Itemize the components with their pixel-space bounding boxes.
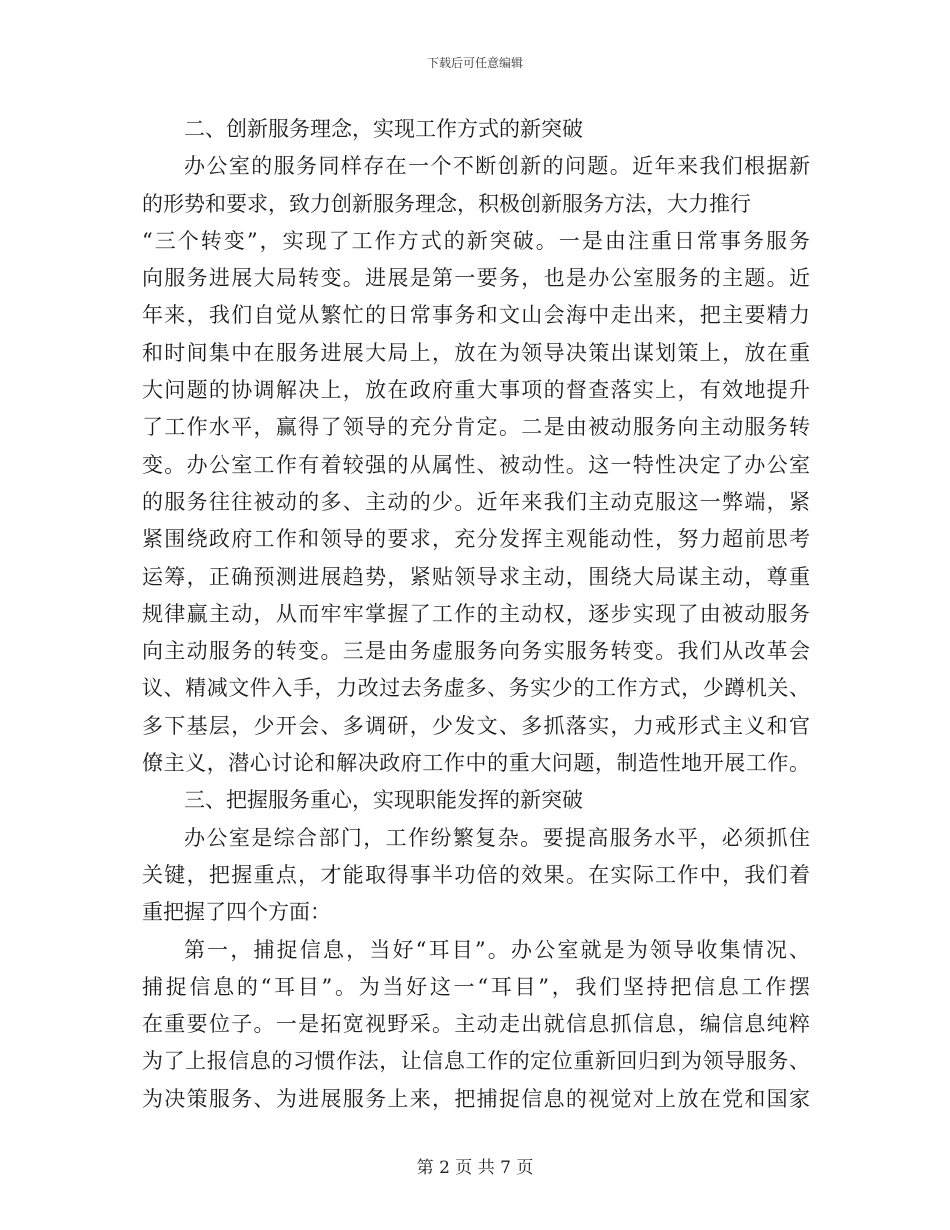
text-line: 重把握了四个方面： [142, 900, 331, 925]
page-footer: 第 2 页 共 7 页 [416, 1158, 534, 1178]
text-line: 紧围绕政府工作和领导的要求，充分发挥主观能动性，努力超前思考 [142, 527, 810, 552]
text-line: 为决策服务、为进展服务上来，把捕捉信息的视觉对上放在党和国家 [142, 1086, 810, 1111]
text-line: 向主动服务的转变。三是由务虚服务向务实服务转变。我们从改革会 [142, 639, 810, 664]
text-line: 变。办公室工作有着较强的从属性、被动性。这一特性决定了办公室 [142, 452, 810, 477]
text-line: 僚主义，潜心讨论和解决政府工作中的重大问题，制造性地开展工作。 [142, 751, 810, 776]
text-line: 第一，捕捉信息，当好“耳目”。办公室就是为领导收集情况、 [184, 937, 810, 962]
text-line: 的形势和要求，致力创新服务理念，积极创新服务方法，大力推行 [142, 191, 751, 216]
text-line: 关键，把握重点，才能取得事半功倍的效果。在实际工作中，我们着 [142, 862, 810, 887]
page-header: 下载后可任意编辑 [426, 56, 523, 70]
text-line: 三、把握服务重心，实现职能发挥的新突破 [184, 788, 583, 813]
text-line: 了工作水平，赢得了领导的充分肯定。二是由被动服务向主动服务转 [142, 415, 810, 440]
text-line: 多下基层，少开会、多调研，少发文、多抓落实，力戒形式主义和官 [142, 713, 810, 738]
text-line: 议、精减文件入手，力改过去务虚多、务实少的工作方式，少蹲机关、 [142, 676, 810, 701]
text-line: 大问题的协调解决上，放在政府重大事项的督查落实上，有效地提升 [142, 378, 810, 403]
text-line: 规律赢主动，从而牢牢掌握了工作的主动权，逐步实现了由被动服务 [142, 601, 810, 626]
text-line: “三个转变”，实现了工作方式的新突破。一是由注重日常事务服务 [142, 228, 810, 253]
text-line: 向服务进展大局转变。进展是第一要务，也是办公室服务的主题。近 [142, 266, 810, 291]
text-line: 办公室的服务同样存在一个不断创新的问题。近年来我们根据新 [184, 154, 810, 179]
text-line: 办公室是综合部门，工作纷繁复杂。要提高服务水平，必须抓住 [184, 825, 810, 850]
text-line: 的服务往往被动的多、主动的少。近年来我们主动克服这一弊端，紧 [142, 489, 810, 514]
text-line: 为了上报信息的习惯作法，让信息工作的定位重新回归到为领导服务、 [142, 1049, 810, 1074]
text-line: 运筹，正确预测进展趋势，紧贴领导求主动，围绕大局谋主动，尊重 [142, 564, 810, 589]
text-line: 捕捉信息的“耳目”。为当好这一“耳目”，我们坚持把信息工作摆 [142, 974, 810, 999]
text-line: 年来，我们自觉从繁忙的日常事务和文山会海中走出来，把主要精力 [142, 303, 810, 328]
text-line: 二、创新服务理念，实现工作方式的新突破 [184, 117, 583, 141]
document-body [142, 111, 810, 1118]
text-line: 和时间集中在服务进展大局上，放在为领导决策出谋划策上，放在重 [142, 340, 810, 365]
text-line: 在重要位子。一是拓宽视野采。主动走出就信息抓信息，编信息纯粹 [142, 1012, 810, 1037]
